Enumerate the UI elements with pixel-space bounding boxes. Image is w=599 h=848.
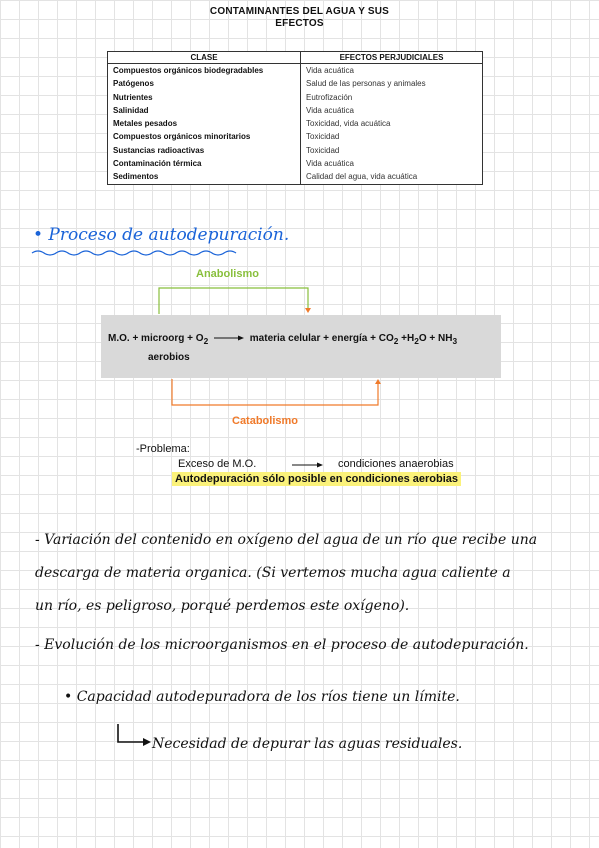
cell-clase: Compuestos orgánicos biodegradables — [108, 64, 301, 78]
cell-clase: Patógenos — [108, 77, 301, 90]
note-oxygen-line-1: - Variación del contenido en oxígeno del agua de un río que recibe una — [35, 532, 538, 548]
h2o-subscript: 2 — [414, 336, 419, 346]
cell-efecto: Calidad del agua, vida acuática — [301, 170, 483, 184]
cell-efecto: Vida acuática — [301, 64, 483, 78]
header-clase: CLASE — [108, 52, 301, 64]
wavy-underline — [30, 249, 245, 257]
table-row — [108, 157, 483, 170]
problem-label: -Problema: — [136, 443, 190, 455]
table-row — [108, 144, 483, 157]
cell-clase: Compuestos orgánicos minoritarios — [108, 130, 301, 143]
cell-clase: Contaminación térmica — [108, 157, 301, 170]
note-capacity: • Capacidad autodepuradora de los ríos tiene un límite. — [64, 689, 460, 705]
catabolismo-label: Catabolismo — [232, 415, 299, 427]
reactants: M.O. + microorg + O — [108, 333, 204, 344]
cell-efecto: Salud de las personas y animales — [301, 77, 483, 90]
problem-arrow-icon — [292, 461, 324, 469]
note-oxygen — [35, 524, 537, 623]
cell-clase: Metales pesados — [108, 117, 301, 130]
table-row — [108, 130, 483, 143]
table-row — [108, 91, 483, 104]
table-row — [108, 117, 483, 130]
cell-efecto: Toxicidad — [301, 130, 483, 143]
title-line-2: EFECTOS — [275, 18, 324, 29]
note-oxygen-line-3: un río, es peligroso, porqué perdemos este oxígeno). — [35, 598, 410, 614]
header-efectos: EFECTOS PERJUDICIALES — [301, 52, 483, 64]
highlighted-conclusion: Autodepuración sólo posible en condiciones aerobias — [172, 472, 461, 486]
o2-subscript: 2 — [203, 336, 209, 346]
section-heading: • Proceso de autodepuración. — [33, 225, 290, 245]
table-row — [108, 104, 483, 117]
reaction-arrow-icon — [214, 334, 244, 342]
anabolismo-arrow — [155, 284, 315, 316]
products-c: O + NH — [418, 333, 453, 344]
table-row — [108, 170, 483, 184]
cell-efecto: Vida acuática — [301, 104, 483, 117]
contaminants-table — [107, 51, 483, 185]
title-line-1: CONTAMINANTES DEL AGUA Y SUS — [209, 6, 390, 17]
cell-clase: Sedimentos — [108, 170, 301, 184]
note-treatment: Necesidad de depurar las aguas residuales. — [152, 736, 463, 752]
cell-efecto: Toxicidad, vida acuática — [301, 117, 483, 130]
aerobios-label: aerobios — [148, 352, 190, 363]
page-title — [0, 6, 599, 30]
cell-clase: Salinidad — [108, 104, 301, 117]
cell-efecto: Toxicidad — [301, 144, 483, 157]
reaction-box — [101, 315, 501, 378]
problem-cause: Exceso de M.O. — [178, 458, 257, 470]
note-oxygen-line-2: descarga de materia organica. (Si vertemos mucha agua caliente a — [35, 565, 511, 581]
products-a: materia celular + energía + CO — [249, 333, 394, 344]
sub-arrow-icon — [115, 722, 153, 748]
cell-efecto: Vida acuática — [301, 157, 483, 170]
cell-clase: Nutrientes — [108, 91, 301, 104]
cell-clase: Sustancias radioactivas — [108, 144, 301, 157]
table-row — [108, 64, 483, 78]
cell-efecto: Eutrofización — [301, 91, 483, 104]
co2-subscript: 2 — [393, 336, 399, 346]
problem-effect: condiciones anaerobias — [338, 458, 454, 470]
anabolismo-label: Anabolismo — [196, 268, 259, 280]
nh3-subscript: 3 — [452, 336, 458, 346]
note-microorganisms: - Evolución de los microorganismos en el proceso de autodepuración. — [35, 637, 529, 653]
table-row — [108, 77, 483, 90]
products-b: +H — [398, 333, 415, 344]
catabolismo-arrow — [167, 375, 385, 409]
reaction-equation — [108, 333, 457, 346]
table-header-row — [108, 52, 483, 64]
